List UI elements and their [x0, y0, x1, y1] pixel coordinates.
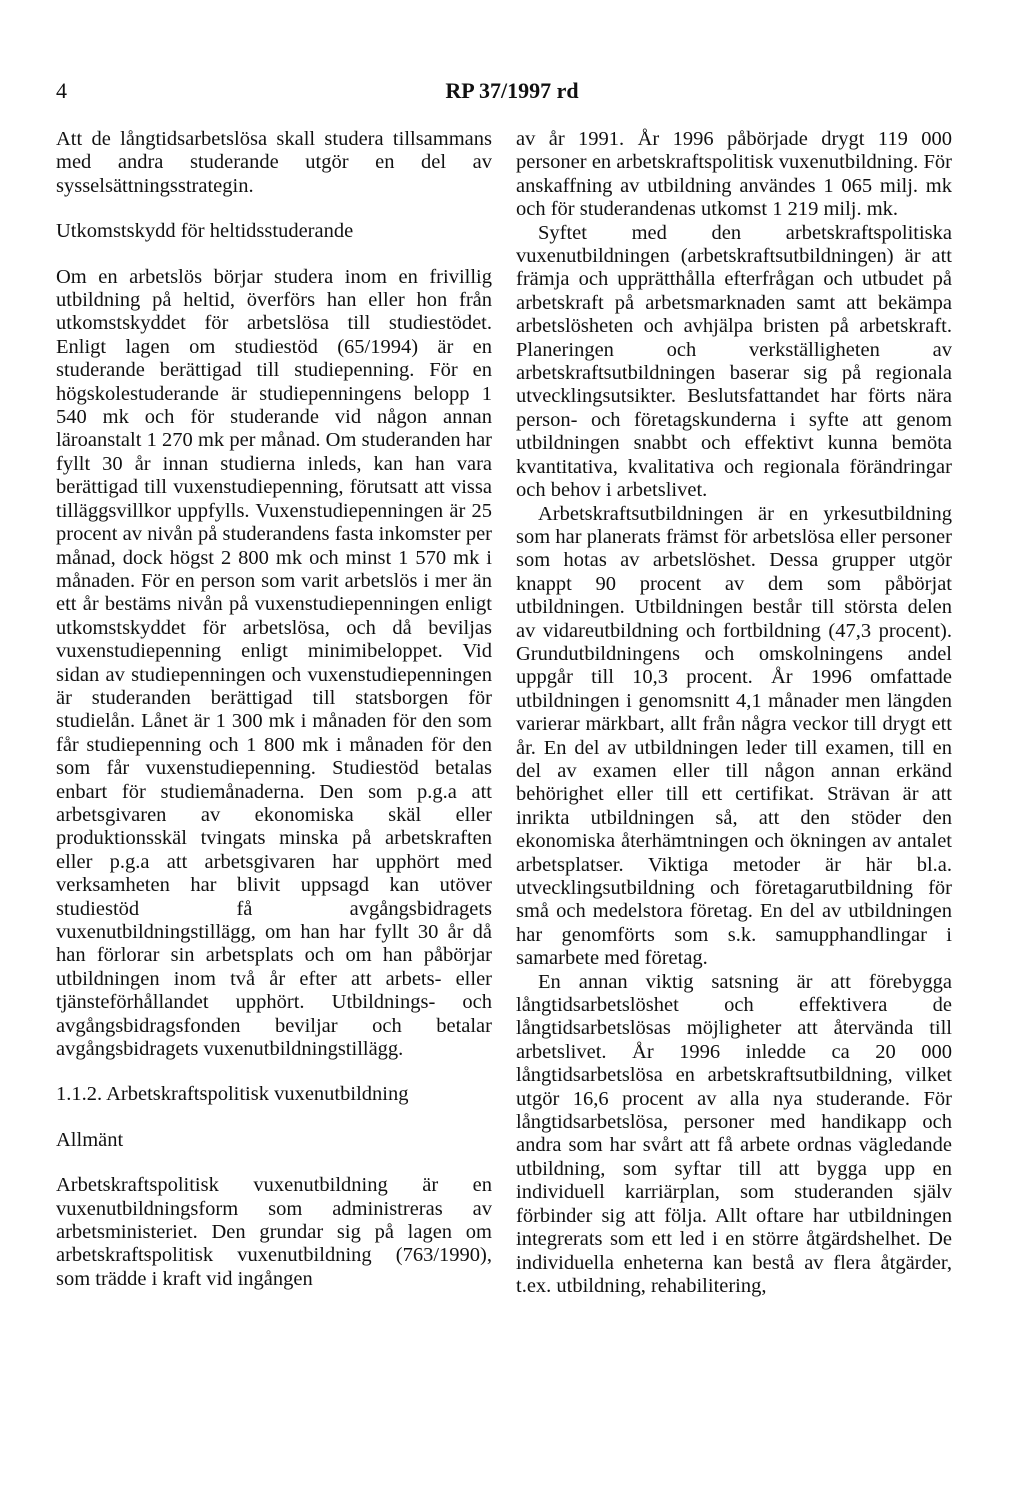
- running-head: RP 37/1997 rd: [445, 78, 579, 103]
- heading-allmant: Allmänt: [56, 1128, 124, 1151]
- intro-paragraph: Att de långtidsarbetslösa skall studera tillsammans med andra studerande utgör en del av sysselsättningsstrategin.: [56, 128, 492, 197]
- heading-utkomstskydd: Utkomstskydd för heltidsstuderande: [56, 220, 354, 243]
- paragraph-utkomstskydd: Om en arbetslös börjar studera inom en frivillig utbildning på heltid, överförs han eller hon från utkomstskyddet för arbetslösa till studiestödet. Enligt lagen om studiestöd (65/1994) är en studerande berättigad till studiepenning. För en högskolestuderande är studiepenningens belopp 1 540 mk och för studerande vid någon annan läroanstalt 1 270 mk per månad. Om studeranden har fyllt 30 år innan studierna inleds, kan han vara berättigad till vuxenstudiepenning, förutsatt att vissa tilläggsvillkor uppfylls. Vuxenstudiepenningen är 25 procent av nivån på studerandens fasta inkomster per månad, dock högst 2 800 mk och minst 1 570 mk i månaden. För en person som varit arbetslös i mer än ett år bestäms nivån på vuxenstudiepenningen enligt utkomstskyddet för arbetslösa, och då beviljas vuxenstudiepenning enligt minimibeloppet. Vid sidan av studiepenningen och vuxenstudiepenningen är studeranden berättigad till statsborgen för studielån. Lånet är 1 300 mk i månaden för den som får studiepenning och 1 800 mk i månaden för den som får vuxenstudiepenning. Studiestöd betalas enbart för studiemånaderna. Den som p.g.a att arbetsgivaren av ekonomiska skäl eller produktionsskäl tvingats minska på arbetskraften eller p.g.a att arbetsgivaren har upphört med verksamheten har blivit uppsagd kan utöver studiestöd få avgångsbidragets vuxenutbildningstillägg, om han har fyllt 30 år då han förlorar sin arbetsplats och om han påbörjar utbildningen inom två år efter att arbets- eller tjänsteförhållandet upphört. Utbildnings- och avgångsbidragsfonden beviljar och betalar avgångsbidragets vuxenutbildningstillägg.: [56, 265, 492, 1061]
- right-column: [516, 128, 952, 1298]
- page-number: 4: [56, 78, 67, 103]
- paragraph-allmant: Arbetskraftspolitisk vuxenutbildning är en vuxenutbildningsform som administreras av arbetsministeriet. Den grundar sig på lagen om arbetskraftspolitisk vuxenutbildning (763/1990), som trädde i kraft vid ingången: [56, 1174, 492, 1290]
- left-column: [56, 128, 492, 1291]
- right-paragraph-4: En annan viktig satsning är att förebygga långtidsarbetslöshet och effektivera de långtidsarbetslösas möjligheter att återvända till arbetslivet. År 1996 inledde ca 20 000 långtidsarbetslösa en arbetskraftsutbildning, vilket utgör 16,6 procent av alla nya studerande. För långtidsarbetslösa, personer med handikapp och andra som har svårt att få arbete ordnas vägledande utbildning, som syftar till att bygga upp en individuell karriärplan, som studeranden själv förbinder sig att följa. Allt oftare har utbildningen integrerats som ett led i en större åtgärdshelhet. De individuella enheterna kan bestå av flera åtgärder, t.ex. utbildning, rehabilitering,: [516, 970, 952, 1297]
- right-paragraph-1: av år 1991. År 1996 påbörjade drygt 119 000 personer en arbetskraftspolitisk vuxenutbildning. För anskaffning av utbildning användes 1 065 milj. mk och för studerandenas utkomst 1 219 milj. mk.: [516, 128, 952, 221]
- right-paragraph-3: Arbetskraftsutbildningen är en yrkesutbildning som har planerats främst för arbetslösa eller personer som hotas av arbetslöshet. Dessa grupper utgör knappt 90 procent av dem som påbörjat utbildningen. Utbildningen består till största delen av vidareutbildning och fortbildning (47,3 procent). Grundutbildningens och omskolningens andel uppgår till 10,3 procent. År 1996 omfattade utbildningen i genomsnitt 4,1 månader men längden varierar märkbart, allt från några veckor till drygt ett år. En del av utbildningen leder till examen, till en del av examen eller till någon annan erkänd behörighet eller till ett certifikat. Strävan är att inrikta utbildningen så, att den stöder den ekonomiska återhämtningen och ökningen av antalet arbetsplatser. Viktiga metoder är här bl.a. utvecklingsutbildning och företagarutbildning för små och medelstora företag. En del av utbildningen har genomförts som s.k. samupphandlingar i samarbete med företag.: [516, 502, 952, 970]
- heading-section-1-1-2: 1.1.2. Arbetskraftspolitisk vuxenutbildning: [56, 1083, 409, 1106]
- right-paragraph-2: Syftet med den arbetskraftspolitiska vuxenutbildningen (arbetskraftsutbildningen) är att främja och upprätthålla efterfrågan och utbudet på arbetskraft på arbetsmarknaden samt att bekämpa arbetslösheten och avhjälpa bristen på arbetskraft. Planeringen och verkställigheten av arbetskraftsutbildningen baserar sig på regionala utvecklingsutsikter. Beslutsfattandet har förts nära person- och företagskunderna i syfte att genom utbildningen snabbt och effektivt kunna bemöta kvantitativa, kvalitativa och regionala förändringar och behov i arbetslivet.: [516, 221, 952, 502]
